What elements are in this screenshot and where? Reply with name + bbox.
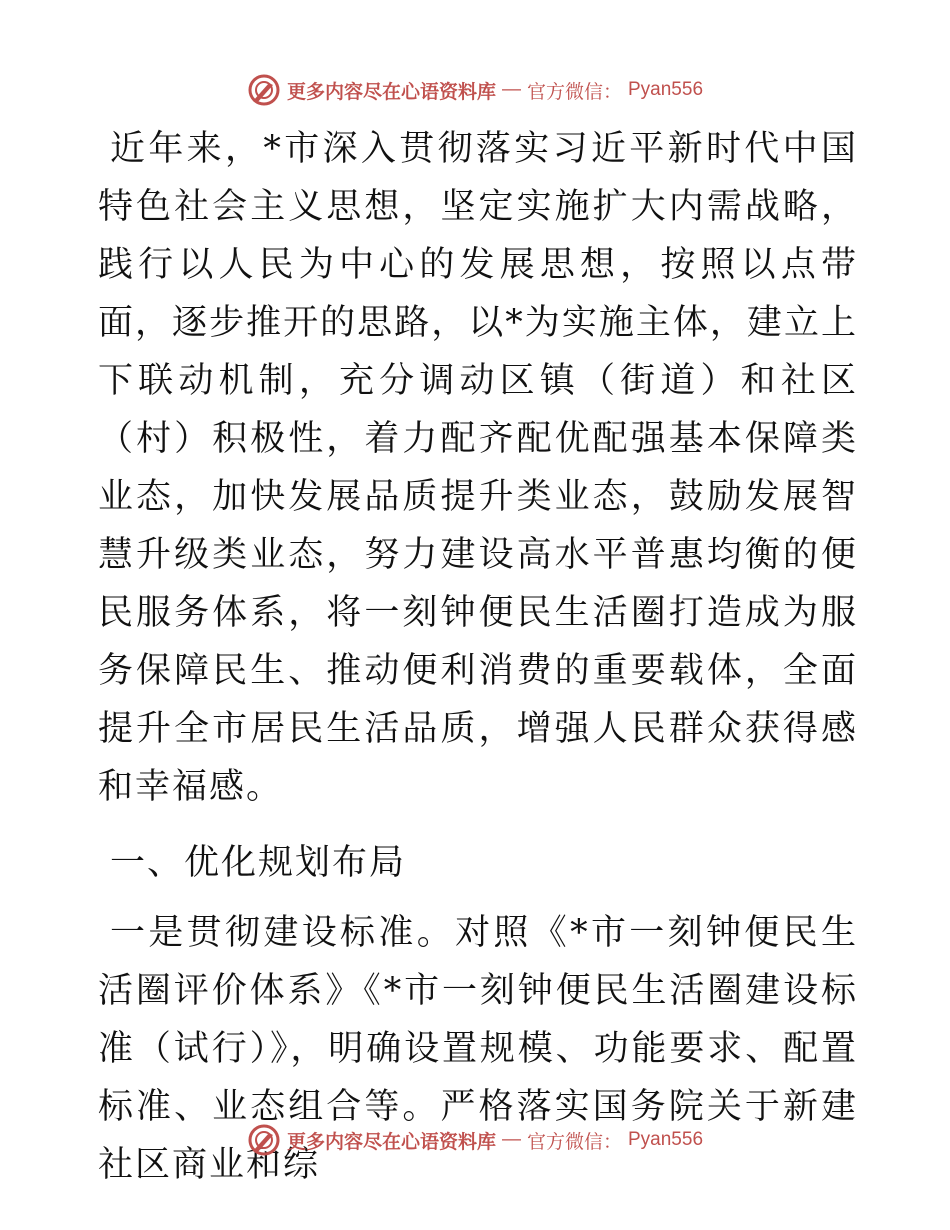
- watermark-footer: [0, 1120, 950, 1160]
- watermark-brand-text: 更多内容尽在心语资料库: [286, 1130, 496, 1153]
- watermark-id: Pyan556: [628, 1129, 704, 1150]
- watermark-label: 官方微信：: [526, 1130, 622, 1153]
- watermark-header: [0, 70, 950, 110]
- watermark-logo-icon: [247, 73, 281, 107]
- watermark-label: 官方微信：: [526, 80, 622, 103]
- section-paragraph: 一是贯彻建设标准。对照《*市一刻钟便民生活圈评价体系》《*市一刻钟便民生活圈建设标准（试行）》，明确设置规模、功能要求、配置标准、业态组合等。严格落实国务院关于新建社区商业和综: [98, 913, 858, 1185]
- intro-paragraph: 近年来，*市深入贯彻落实习近平新时代中国特色社会主义思想，坚定实施扩大内需战略，践行以人民为中心的发展思想，按照以点带面，逐步推开的思路，以*为实施主体，建立上下联动机制，充分调动区镇（街道）和社区（村）积极性，着力配齐配优配强基本保障类业态，加快发展品质提升类业态，鼓励发展智慧升级类业态，努力建设高水平普惠均衡的便民服务体系，将一刻钟便民生活圈打造成为服务保障民生、推动便利消费的重要载体，全面提升全市居民生活品质，增强人民群众获得感和幸福感。: [98, 129, 858, 807]
- document-body: [98, 120, 858, 1194]
- watermark-id: Pyan556: [628, 79, 704, 100]
- watermark-logo-icon: [247, 1123, 281, 1157]
- watermark-separator: —: [501, 79, 521, 100]
- watermark-brand-text: 更多内容尽在心语资料库: [286, 80, 496, 103]
- section-heading: 一、优化规划布局: [110, 843, 407, 883]
- watermark-separator: —: [501, 1129, 521, 1150]
